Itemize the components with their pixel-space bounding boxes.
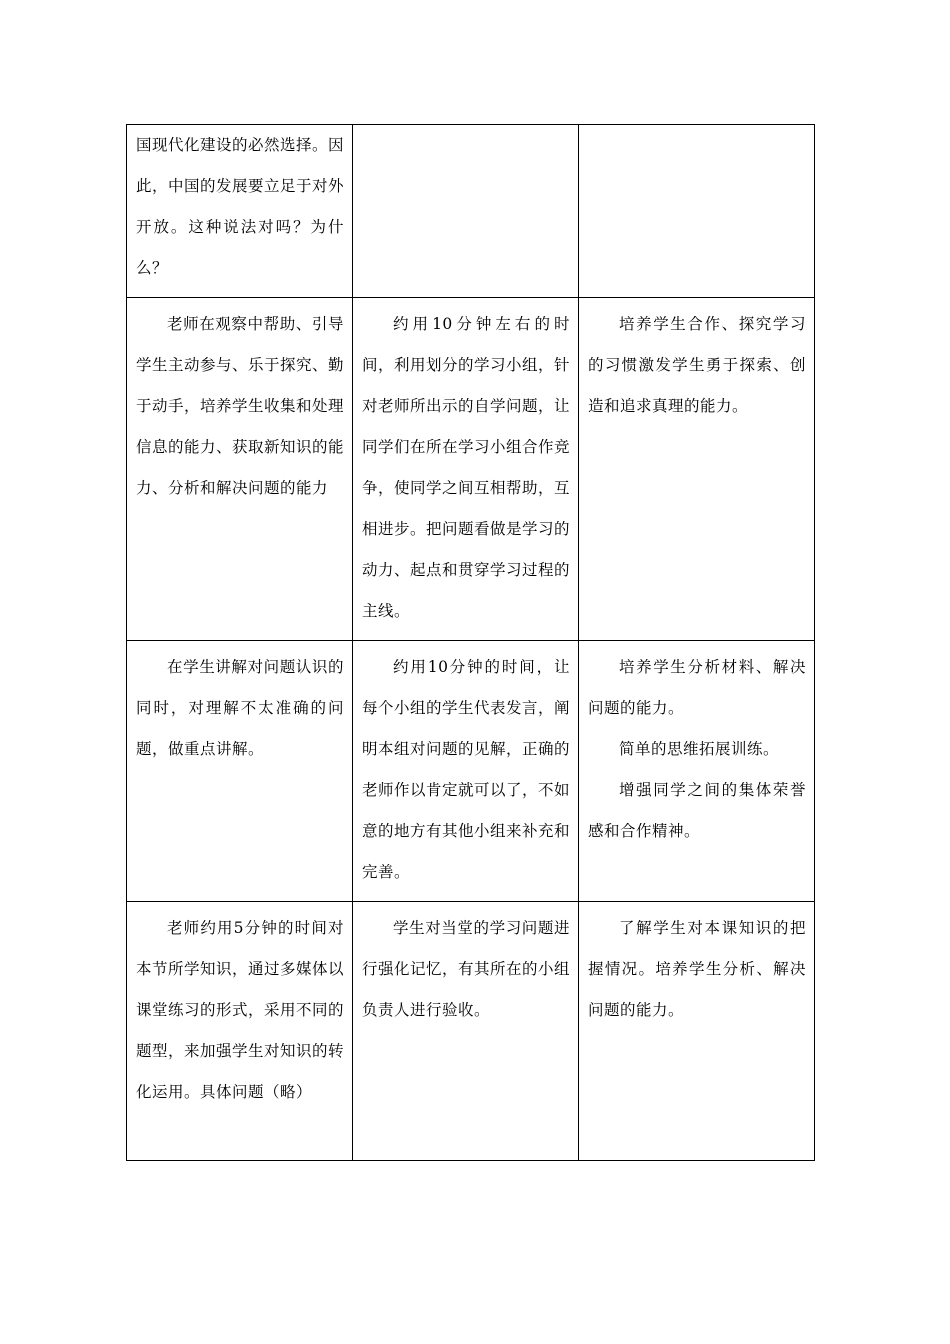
design-intent-cell	[579, 641, 815, 902]
cell-text: 老师约用5分钟的时间对本节所学知识，通过多媒体以课堂练习的形式，采用不同的题型，来加强学生对知识的转化运用。具体问题（略）	[136, 919, 345, 1101]
cell-text: 增强同学之间的集体荣誉感和合作精神。	[588, 781, 806, 840]
student-activity-cell	[353, 298, 579, 641]
teacher-activity-cell	[127, 902, 353, 1161]
student-activity-cell	[353, 125, 579, 298]
teacher-activity-cell	[127, 125, 353, 298]
cell-text: 约用10分钟左右的时间，利用划分的学习小组，针对老师所出示的自学问题，让同学们在所在学习小组合作竞争，使同学之间互相帮助，互相进步。把问题看做是学习的动力、起点和贯穿学习过程的主线。	[362, 315, 571, 620]
cell-text: 培养学生分析材料、解决问题的能力。	[588, 658, 806, 717]
cell-text: 简单的思维拓展训练。	[619, 740, 780, 758]
cell-text: 在学生讲解对问题认识的同时，对理解不太准确的问题，做重点讲解。	[136, 658, 344, 758]
cell-text: 老师在观察中帮助、引导学生主动参与、乐于探究、勤于动手，培养学生收集和处理信息的能力、获取新知识的能力、分析和解决问题的能力	[136, 315, 345, 497]
design-intent-cell	[579, 902, 815, 1161]
lesson-plan-table	[126, 124, 815, 1161]
table-row	[127, 125, 815, 298]
cell-text: 培养学生合作、探究学习的习惯激发学生勇于探索、创造和追求真理的能力。	[588, 315, 806, 415]
cell-text: 学生对当堂的学习问题进行强化记忆，有其所在的小组负责人进行验收。	[362, 919, 571, 1019]
table-row	[127, 902, 815, 1161]
cell-text: 国现代化建设的必然选择。因此，中国的发展要立足于对外开放。这种说法对吗？为什么？	[136, 136, 345, 277]
design-intent-cell	[579, 298, 815, 641]
teacher-activity-cell	[127, 298, 353, 641]
student-activity-cell	[353, 902, 579, 1161]
student-activity-cell	[353, 641, 579, 902]
cell-text: 了解学生对本课知识的把握情况。培养学生分析、解决问题的能力。	[588, 919, 806, 1019]
teacher-activity-cell	[127, 641, 353, 902]
design-intent-cell	[579, 125, 815, 298]
cell-text: 约用10分钟的时间，让每个小组的学生代表发言，阐明本组对问题的见解，正确的老师作以肯定就可以了，不如意的地方有其他小组来补充和完善。	[362, 658, 571, 881]
table-row	[127, 298, 815, 641]
table-row	[127, 641, 815, 902]
